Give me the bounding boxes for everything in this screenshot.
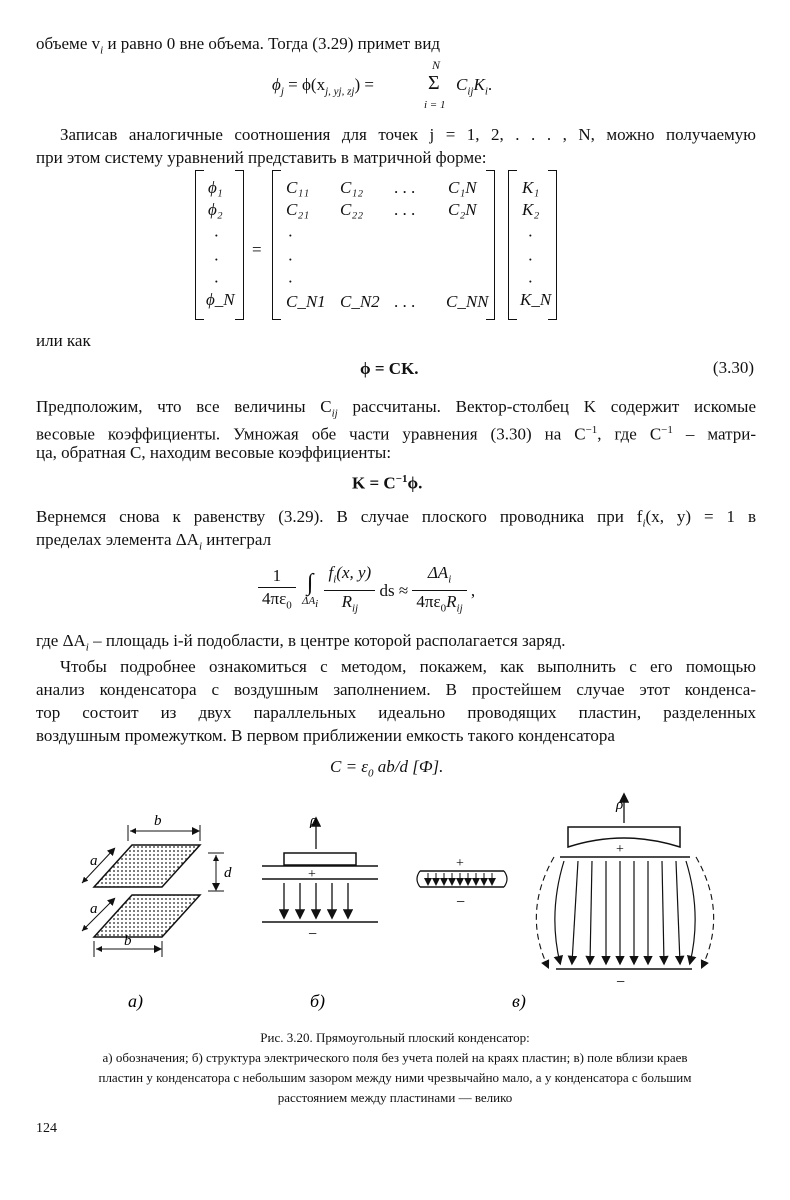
minus-small: − — [456, 894, 466, 911]
figure-a-plates — [82, 825, 224, 957]
label-rho-b: ρ — [310, 813, 318, 829]
equation-k: $K = C^{-1}\phi$. — [352, 473, 423, 493]
c-dot-2: · — [288, 250, 293, 269]
sum-upper-limit: N — [432, 58, 441, 72]
text-line-p3-1: Предположим, что все величины $C_{ij}$ рассчитаны. Вектор-столбец K содержит искомые — [36, 397, 756, 420]
phi-dot-3: · — [214, 272, 219, 291]
text-line-p3-3: ца, обратная C, находим весовые коэффициенты: — [36, 443, 392, 462]
matrix-equation — [190, 170, 570, 322]
sum-sign: Σ — [428, 72, 440, 94]
k-dot-2: · — [528, 250, 533, 269]
page-number: 124 — [36, 1121, 57, 1136]
integral-sign: ∫ $\Delta A_i$ — [301, 570, 319, 611]
text-line-p6-3: тор состоит из двух параллельных идеально проводящих пластин, разделенных — [36, 703, 756, 722]
c-22: C₂₂ — [340, 200, 364, 219]
label-b-bottom: b — [124, 933, 132, 949]
equation-3-30: ϕ = CK. — [360, 359, 419, 378]
label-a-top: a — [90, 853, 98, 869]
label-b-top: b — [154, 813, 162, 829]
integral-fraction-1: $\frac{1}{4\pi\varepsilon_0}$ — [258, 565, 296, 616]
integral-fraction-3: $\frac{\Delta A_i}{4\pi\varepsilon_0R_{ij}}$ — [412, 562, 466, 620]
c-12: C₁₂ — [340, 178, 364, 197]
figure-caption-line-3: расстоянием между пластинами — велико — [277, 1090, 513, 1105]
figure-3-20 — [0, 785, 790, 1020]
k-bracket-left — [508, 170, 517, 320]
c-n1: C_N1 — [286, 292, 326, 311]
phi-bracket-right — [235, 170, 244, 320]
text-line-p5: где $\Delta A_i$ – площадь i-й подобласти, в центре которой располагается заряд. — [36, 631, 566, 654]
figure-c-field — [536, 795, 713, 969]
c-dot-3: · — [288, 272, 293, 291]
k-dot-1: · — [528, 226, 533, 245]
text-ili-kak: или как — [36, 331, 91, 350]
c-rown-dots: . . . — [394, 292, 416, 311]
k-2: K₂ — [522, 200, 540, 219]
integral-fraction-2: $\frac{f_i(x, y)}{R_{ij}}$ — [324, 562, 375, 620]
plus-c: + — [616, 842, 624, 857]
c-row2-dots: . . . — [394, 200, 416, 219]
figure-label-c: в) — [512, 991, 526, 1011]
figure-small-capacitor — [417, 871, 507, 887]
figure-label-b: б) — [310, 991, 326, 1011]
k-dot-3: · — [528, 272, 533, 291]
plus-small: + — [456, 856, 464, 871]
figure-label-a: а) — [128, 991, 143, 1011]
figure-caption-line-2: пластин у конденсатора с небольшим зазором между ними чрезвычайно мало, а у конденсатора с большим — [98, 1070, 692, 1085]
c-row1-dots: . . . — [394, 178, 416, 197]
text-line-p4-2: пределах элемента $\Delta A_i$ интеграл — [36, 530, 272, 553]
k-n: K_N — [520, 290, 552, 309]
c-1n: C₁N — [448, 178, 477, 197]
k-1: K₁ — [522, 178, 540, 197]
label-a-bottom: a — [90, 901, 98, 917]
integral-equation: $\frac{1}{4\pi\varepsilon_0}$ ∫ $\Delta A_i$ $\frac{f_i(x, y)}{R_{ij}}$ ds ≈ $\frac{\Delta A_i}{4\pi\varepsilon_0R_{ij}}$ , — [258, 562, 475, 620]
c-21: C₂₁ — [286, 200, 310, 219]
phi-n: ϕ_N — [206, 290, 235, 309]
text-line-p6-1: Чтобы подробнее ознакомиться с методом, покажем, как выполнить с его помощью — [60, 657, 756, 676]
text-line-p6-2: анализ конденсатора с воздушным заполнением. В простейшем случае этот конденса- — [36, 680, 756, 699]
equation-number-3-30: (3.30) — [712, 358, 754, 377]
text-line-p3-2: весовые коэффициенты. Умножая обе части уравнения (3.30) на $C^{-1}$, где $C^{-1}$ – матри- — [36, 424, 756, 444]
phi-dot-1: · — [214, 226, 219, 245]
c-dot-1: · — [288, 226, 293, 245]
label-d: d — [224, 865, 232, 881]
c-n2: C_N2 — [340, 292, 380, 311]
sum-term: $C_{ij}K_i$. — [456, 75, 493, 98]
minus-c: − — [616, 974, 626, 991]
matrix-equals: = — [252, 240, 262, 259]
text-line-p6-4: воздушным промежутком. В первом приближении емкость такого конденсатора — [36, 726, 615, 745]
phi-bracket-left — [195, 170, 204, 320]
c-11: C₁₁ — [286, 178, 310, 197]
figure-caption-line-1: а) обозначения; б) структура электрического поля без учета полей на краях пластин; в) поле вблизи краев — [102, 1050, 688, 1065]
equation-3-29: $\phi_j = \phi(x_{j, yj, zj})$ = — [272, 75, 374, 98]
text-line-2: Записав аналогичные соотношения для точек j = 1, 2, . . . , N, можно получаемую — [60, 125, 756, 144]
sum-lower-limit: i = 1 — [424, 99, 446, 111]
equation-capacitance: $C = \varepsilon_0$ ab/d [Ф]. — [330, 757, 444, 780]
phi-dot-2: · — [214, 250, 219, 269]
text-line-1: объеме $v_i$ и равно 0 вне объема. Тогда (3.29) примет вид — [36, 34, 441, 57]
c-bracket-left — [272, 170, 281, 320]
label-rho-c: ρ — [616, 797, 624, 813]
phi-1: ϕ₁ — [208, 178, 223, 197]
minus-b: − — [308, 926, 318, 943]
plus-b: + — [308, 867, 316, 882]
c-nn: C_NN — [446, 292, 489, 311]
figure-caption-title: Рис. 3.20. Прямоугольный плоский конденсатор: — [260, 1030, 530, 1045]
c-2n: C₂N — [448, 200, 477, 219]
text-line-p4-1: Вернемся снова к равенству (3.29). В случае плоского проводника при $f_i(x$, y) = 1 в — [36, 507, 757, 530]
phi-2: ϕ₂ — [208, 200, 223, 219]
text-line-3: при этом систему уравнений представить в матричной форме: — [36, 148, 487, 167]
figure-b-field — [262, 819, 378, 922]
